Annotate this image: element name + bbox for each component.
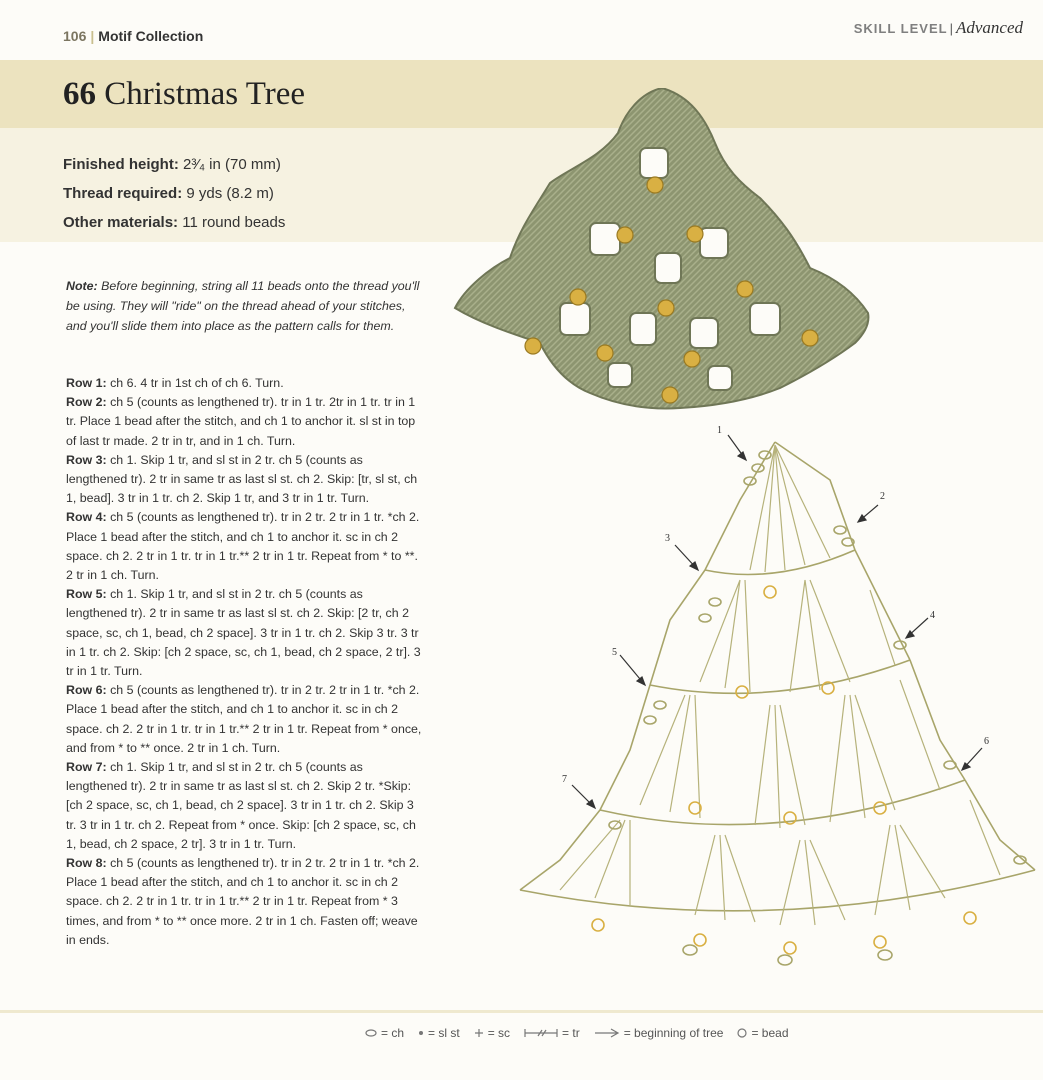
spec-materials: Other materials: 11 round beads bbox=[63, 214, 286, 231]
note-label: Note: bbox=[66, 279, 98, 293]
chart-label-6: 6 bbox=[984, 736, 989, 747]
motif-number: 66 bbox=[63, 76, 96, 112]
chart-label-7: 7 bbox=[562, 774, 567, 785]
chart-label-3: 3 bbox=[665, 533, 670, 544]
legend-bead: = bead bbox=[737, 1026, 788, 1040]
skill-level-label: SKILL LEVEL bbox=[853, 21, 948, 36]
page-title bbox=[63, 76, 305, 113]
chart-label-1: 1 bbox=[717, 425, 722, 436]
skill-level-value: Advanced bbox=[955, 18, 1023, 37]
row-instruction: Row 6: ch 5 (counts as lengthened tr). tr in 2 tr. 2 tr in 1 tr. *ch 2. Place 1 bead after the stitch, and ch 1 to anchor it. sc in ch 2 space. ch 2. 2 tr in 1 tr. tr in 1 tr.** 2 tr in 1 tr. Repeat from * once, and from * to ** once. 2 tr in 1 ch. Turn. bbox=[66, 683, 422, 755]
crochet-tree-photo bbox=[450, 88, 875, 413]
footer-rule bbox=[0, 1010, 1043, 1013]
row-instruction: Row 7: ch 1. Skip 1 tr, and sl st in 2 tr. ch 5 (counts as lengthened tr). 2 tr in same tr as last sl st. ch 2. Skip 2 tr. *Skip: [ch 2 space, sc, ch 1, bead, ch 2 space]. 3 tr in 1 tr. ch 2. Skip 3 tr. 3 tr in 1 tr. ch 2. Repeat from * once. Skip: [ch 2 space, sc, ch 1, bead, ch 2 space, 2 tr]. 3 tr in 1 tr. Turn. bbox=[66, 760, 416, 851]
spec-thread: Thread required: 9 yds (8.2 m) bbox=[63, 185, 274, 202]
legend-tr: = tr bbox=[524, 1026, 580, 1040]
bead-icon bbox=[737, 1028, 747, 1038]
page-number: 106 bbox=[63, 28, 87, 44]
row-instruction: Row 3: ch 1. Skip 1 tr, and sl st in 2 tr. ch 5 (counts as lengthened tr). 2 tr in same tr as last sl st. ch 2. Skip: [tr, sl st, ch 1, bead]. 3 tr in 1 tr. ch 2. Skip 1 tr, and 3 tr in 1 tr. Turn. bbox=[66, 452, 418, 506]
treble-crochet-icon bbox=[524, 1028, 558, 1038]
chain-icon bbox=[365, 1029, 377, 1037]
single-crochet-icon bbox=[474, 1028, 484, 1038]
skill-level: SKILL LEVEL | Advanced bbox=[853, 18, 1023, 37]
row-instruction: Row 8: ch 5 (counts as lengthened tr). tr in 2 tr. 2 tr in 1 tr. *ch 2. Place 1 bead after the stitch, and ch 1 to anchor it. sc in ch 2 space. ch 2. 2 tr in 1 tr. tr in 1 tr.** 2 tr in 1 tr. Repeat from * 3 times, and from * to ** once more. 2 tr in 1 ch. Fasten off; weave in ends. bbox=[66, 856, 420, 947]
crochet-chart bbox=[500, 420, 1043, 990]
row-instruction: Row 2: ch 5 (counts as lengthened tr). tr in 1 tr. 2tr in 1 tr. tr in 1 tr. Place 1 bead after the stitch, and ch 1 to anchor it. sl st in top of last tr made. 2 tr in tr, and in 1 ch. Turn. bbox=[66, 395, 416, 448]
legend-ch: = ch bbox=[365, 1026, 404, 1040]
page-header: 106 | Motif Collection bbox=[63, 28, 204, 44]
slip-stitch-icon bbox=[418, 1029, 424, 1037]
spec-height: Finished height: 2³⁄₄ in (70 mm) bbox=[63, 156, 281, 173]
row-instruction: Row 4: ch 5 (counts as lengthened tr). tr in 2 tr. 2 tr in 1 tr. *ch 2. Place 1 bead after the stitch, and ch 1 to anchor it. sc in ch 2 space. ch 2. 2 tr in 1 tr. tr in 1 tr.** 2 tr in 1 tr. Repeat from * to **. 2 tr in 1 ch. Turn. bbox=[66, 510, 420, 583]
chart-label-4: 4 bbox=[930, 610, 935, 621]
specs bbox=[63, 150, 285, 237]
section-title: Motif Collection bbox=[98, 28, 204, 44]
pattern-instructions bbox=[66, 374, 426, 950]
row-instruction: Row 5: ch 1. Skip 1 tr, and sl st in 2 tr. ch 5 (counts as lengthened tr). 2 tr in same tr as last sl st. ch 2. Skip: [2 tr, ch 2 space, sc, ch 1, bead, ch 2 space]. 3 tr in 1 tr. ch 2. Skip 3 tr. 3 tr in 1 tr. ch 2. Skip: [ch 2 space, sc, ch 1, bead, ch 2 space, 2 tr]. 3 tr in 1 tr. Turn. bbox=[66, 587, 421, 679]
note bbox=[66, 276, 426, 336]
note-text: Before beginning, string all 11 beads onto the thread you'll be using. They will "ride" on the thread ahead of your stitches, and you'll slide them into place as the pattern calls for them. bbox=[66, 279, 420, 333]
chart-legend bbox=[365, 1026, 789, 1040]
motif-name: Christmas Tree bbox=[104, 76, 306, 112]
row-instruction: Row 1: ch 6. 4 tr in 1st ch of ch 6. Turn. bbox=[66, 376, 284, 390]
chart-label-5: 5 bbox=[612, 647, 617, 658]
legend-start: = beginning of tree bbox=[594, 1026, 724, 1040]
legend-sc: = sc bbox=[474, 1026, 510, 1040]
chart-label-2: 2 bbox=[880, 491, 885, 502]
arrow-icon bbox=[594, 1028, 620, 1038]
legend-slst: = sl st bbox=[418, 1026, 460, 1040]
